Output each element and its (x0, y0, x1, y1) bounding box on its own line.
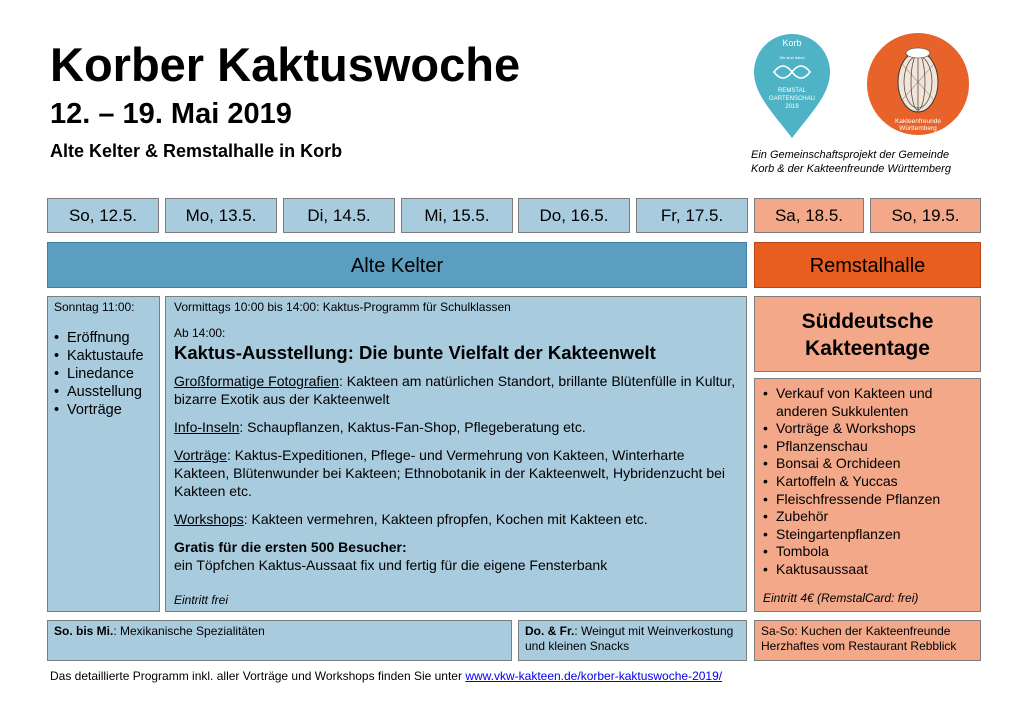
talks-paragraph (174, 446, 738, 500)
kakteentage-list (763, 385, 972, 579)
remstal-logo-tagline: Wir sind dabei (779, 55, 805, 60)
event-venue: Alte Kelter & Remstalhalle in Korb (50, 141, 343, 161)
food-do-fr-label: Do. & Fr. (525, 624, 575, 638)
food-box-do-fr (518, 620, 747, 661)
remstal-logo-year: 2019 (785, 104, 799, 110)
workshops-label: Workshops (174, 511, 244, 527)
list-item: • Ausstellung (54, 383, 153, 401)
sunday-list (54, 329, 153, 419)
list-item: • Kaktusaussaat (763, 561, 972, 579)
day-cell-do-16: Do, 16.5. (518, 198, 630, 233)
photos-label: Großformatige Fotografien (174, 373, 339, 389)
free-heading: Gratis für die ersten 500 Besucher: (174, 539, 407, 555)
list-item: • Bonsai & Orchideen (763, 455, 972, 473)
photos-paragraph (174, 372, 738, 408)
food-so-mi-text: : Mexikanische Spezialitäten (113, 624, 265, 638)
kakteentage-program-box (754, 378, 981, 612)
list-item: • Pflanzenschau (763, 438, 972, 456)
list-item: • Kaktustaufe (54, 347, 153, 365)
venue-header-remstalhalle: Remstalhalle (754, 242, 981, 288)
exhibition-headline: Kaktus-Ausstellung: Die bunte Vielfalt der Kakteenwelt (174, 342, 656, 363)
credit-line-1: Ein Gemeinschaftsprojekt der Gemeinde (751, 149, 950, 161)
page-title: Korber Kaktuswoche (50, 38, 521, 91)
workshops-text: : Kakteen vermehren, Kakteen pfropfen, Kochen mit Kakteen etc. (243, 511, 648, 527)
food-do-fr-text: : Weingut mit Weinverkostung und kleinen Snacks (525, 624, 734, 653)
kakteenfreunde-logo-line2: Württemberg (899, 125, 937, 132)
from-time: Ab 14:00: (174, 326, 226, 340)
photos-text: : Kakteen am natürlichen Standort, brillante Blütenfülle in Kultur, bizarre Exotik aus der Kakteenwelt (174, 373, 736, 407)
entry-free: Eintritt frei (174, 593, 229, 607)
kakteentage-title-box (754, 296, 981, 372)
program-link[interactable]: www.vkw-kakteen.de/korber-kaktuswoche-2019/ (465, 669, 723, 683)
list-item: • Tombola (763, 543, 972, 561)
day-cell-so-19: So, 19.5. (870, 198, 981, 233)
list-item: • Zubehör (763, 508, 972, 526)
list-item: • Vorträge (54, 401, 153, 419)
list-item: • Linedance (54, 365, 153, 383)
credit-line-2: Korb & der Kakteenfreunde Württemberg (751, 163, 951, 175)
sunday-heading: Sonntag 11:00: (54, 300, 135, 314)
info-text: : Schaupflanzen, Kaktus-Fan-Shop, Pflegeberatung etc. (239, 419, 586, 435)
day-cell-di-14: Di, 14.5. (283, 198, 395, 233)
credit-line (751, 148, 981, 176)
kakteentage-title-2: Kakteentage (805, 337, 930, 360)
day-cell-mi-15: Mi, 15.5. (401, 198, 513, 233)
kakteenfreunde-logo (866, 32, 970, 136)
entry-fee: Eintritt 4€ (RemstalCard: frei) (763, 591, 919, 605)
list-item: • Kartoffeln & Yuccas (763, 473, 972, 491)
day-cell-so-12: So, 12.5. (47, 198, 159, 233)
day-cell-mo-13: Mo, 13.5. (165, 198, 277, 233)
remstal-logo-line2: GARTENSCHAU (769, 96, 815, 102)
school-program: Vormittags 10:00 bis 14:00: Kaktus-Programm für Schulklassen (174, 300, 511, 314)
list-item: • Eröffnung (54, 329, 153, 347)
talks-label: Vorträge (174, 447, 227, 463)
kakteentage-title-1: Süddeutsche (801, 310, 934, 333)
list-item: • Verkauf von Kakteen und anderen Sukkulenten (763, 385, 972, 420)
event-dates: 12. – 19. Mai 2019 (50, 98, 292, 130)
food-box-so-mi (47, 620, 512, 661)
list-item: • Vorträge & Workshops (763, 420, 972, 438)
day-cell-sa-18: Sa, 18.5. (754, 198, 864, 233)
remstal-gartenschau-logo (752, 32, 832, 140)
footer-text: Das detaillierte Programm inkl. aller Vorträge und Workshops finden Sie unter (50, 669, 466, 683)
venue-header-alte-kelter: Alte Kelter (47, 242, 747, 288)
list-item: • Steingartenpflanzen (763, 526, 972, 544)
sunday-program-box (47, 296, 160, 612)
day-cell-fr-17: Fr, 17.5. (636, 198, 748, 233)
info-label: Info-Inseln (174, 419, 240, 435)
exhibition-program-box (165, 296, 747, 612)
list-item: • Fleischfressende Pflanzen (763, 491, 972, 509)
workshops-paragraph (174, 510, 738, 528)
food-sa-so-line1: Sa-So: Kuchen der Kakteenfreunde (761, 624, 951, 638)
remstal-logo-top: Korb (782, 38, 802, 48)
free-text: ein Töpfchen Kaktus-Aussaat fix und fertig für die eigene Fensterbank (174, 557, 608, 573)
food-sa-so-line2: Herzhaftes vom Restaurant Rebblick (761, 639, 957, 653)
remstal-logo-line1: REMSTAL (778, 88, 806, 94)
kakteenfreunde-logo-line1: Kakteenfreunde (895, 118, 941, 125)
info-paragraph (174, 418, 738, 436)
footer-note (50, 669, 722, 684)
food-box-sa-so (754, 620, 981, 661)
talks-text: : Kaktus-Expeditionen, Pflege- und Vermehrung von Kakteen, Winterharte Kakteen, Blütenwunder bei Kakteen; Ethnobotanik in der Kakteenwelt, Hybridenzucht bei Kakteen etc. (174, 447, 726, 499)
food-so-mi-label: So. bis Mi. (54, 624, 114, 638)
